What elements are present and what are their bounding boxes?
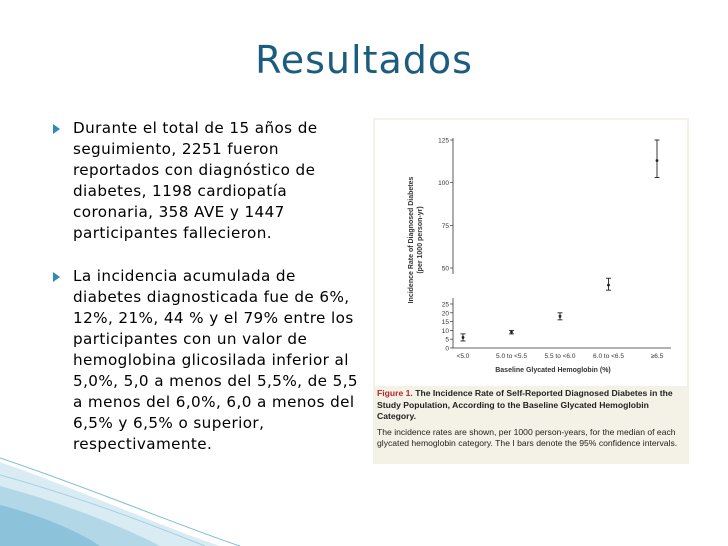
data-point [607, 284, 610, 287]
x-tick-label: ≥6.5 [650, 353, 664, 360]
bullet-text: La incidencia acumulada de diabetes diagnosticada fue de 6%, 12%, 21%, 44 % y el 79% entre los participantes con un valor de hemoglobina glicosilada inferior al 5,0%, 5,0 a menos del 5,5%, de 5,5 a menos del 6,0%, 6,0 a menos del 6,5% y 6,5% o superior, respectivamente. [73, 267, 358, 453]
incidence-chart [375, 120, 687, 386]
data-point [510, 331, 513, 334]
x-axis-title: Baseline Glycated Hemoglobin (%) [495, 367, 611, 374]
bullet-text: Durante el total de 15 años de seguimiento, 2251 fueron reportados con diagnóstico de diabetes, 1198 cardiopatía coronaria, 358 AVE y 1447 participantes fallecieron. [73, 119, 318, 242]
y-tick-label: 10 [441, 327, 449, 335]
x-tick-label: <5.0 [456, 353, 470, 360]
data-point [462, 336, 465, 339]
bullet-arrow-icon [53, 272, 60, 282]
bullet-item [50, 118, 368, 244]
y-tick-label: 50 [441, 265, 449, 273]
figure-caption [377, 388, 683, 450]
y-tick-label: 125 [438, 137, 449, 145]
figure-panel [373, 118, 689, 464]
x-tick-label: 5.0 to <5.5 [496, 353, 527, 360]
x-tick-label: 6.0 to <6.5 [593, 353, 624, 360]
bullet-item [50, 266, 368, 455]
caption-heading [377, 388, 683, 423]
caption-title: The Incidence Rate of Self-Reported Diagnosed Diabetes in the Study Population, According to the Baseline Glycated Hemoglobin Category. [377, 388, 673, 421]
y-tick-label: 15 [441, 319, 449, 327]
y-axis-subtitle: (per 1000 person-yr) [417, 206, 424, 274]
y-tick-label: 0 [445, 345, 449, 353]
x-tick-label: 5.5 to <6.0 [544, 353, 576, 360]
y-axis-title: Incidence Rate of Diagnosed Diabetes [408, 176, 415, 304]
y-tick-label: 5 [445, 336, 449, 344]
bullet-list [50, 118, 368, 477]
y-tick-label: 75 [441, 222, 449, 230]
bullet-arrow-icon [53, 124, 60, 134]
y-tick-label: 25 [441, 301, 449, 309]
y-tick-label: 20 [441, 310, 449, 318]
chart-area [375, 120, 687, 386]
caption-label: Figure 1. [377, 388, 413, 398]
y-tick-label: 100 [438, 180, 449, 188]
slide-title: Resultados [255, 38, 473, 82]
data-point [656, 159, 659, 162]
caption-text: The incidence rates are shown, per 1000 person-years, for the median of each glycated hemoglobin category. The I bars denote the 95% confidence intervals. [377, 426, 678, 448]
data-point [559, 315, 562, 318]
